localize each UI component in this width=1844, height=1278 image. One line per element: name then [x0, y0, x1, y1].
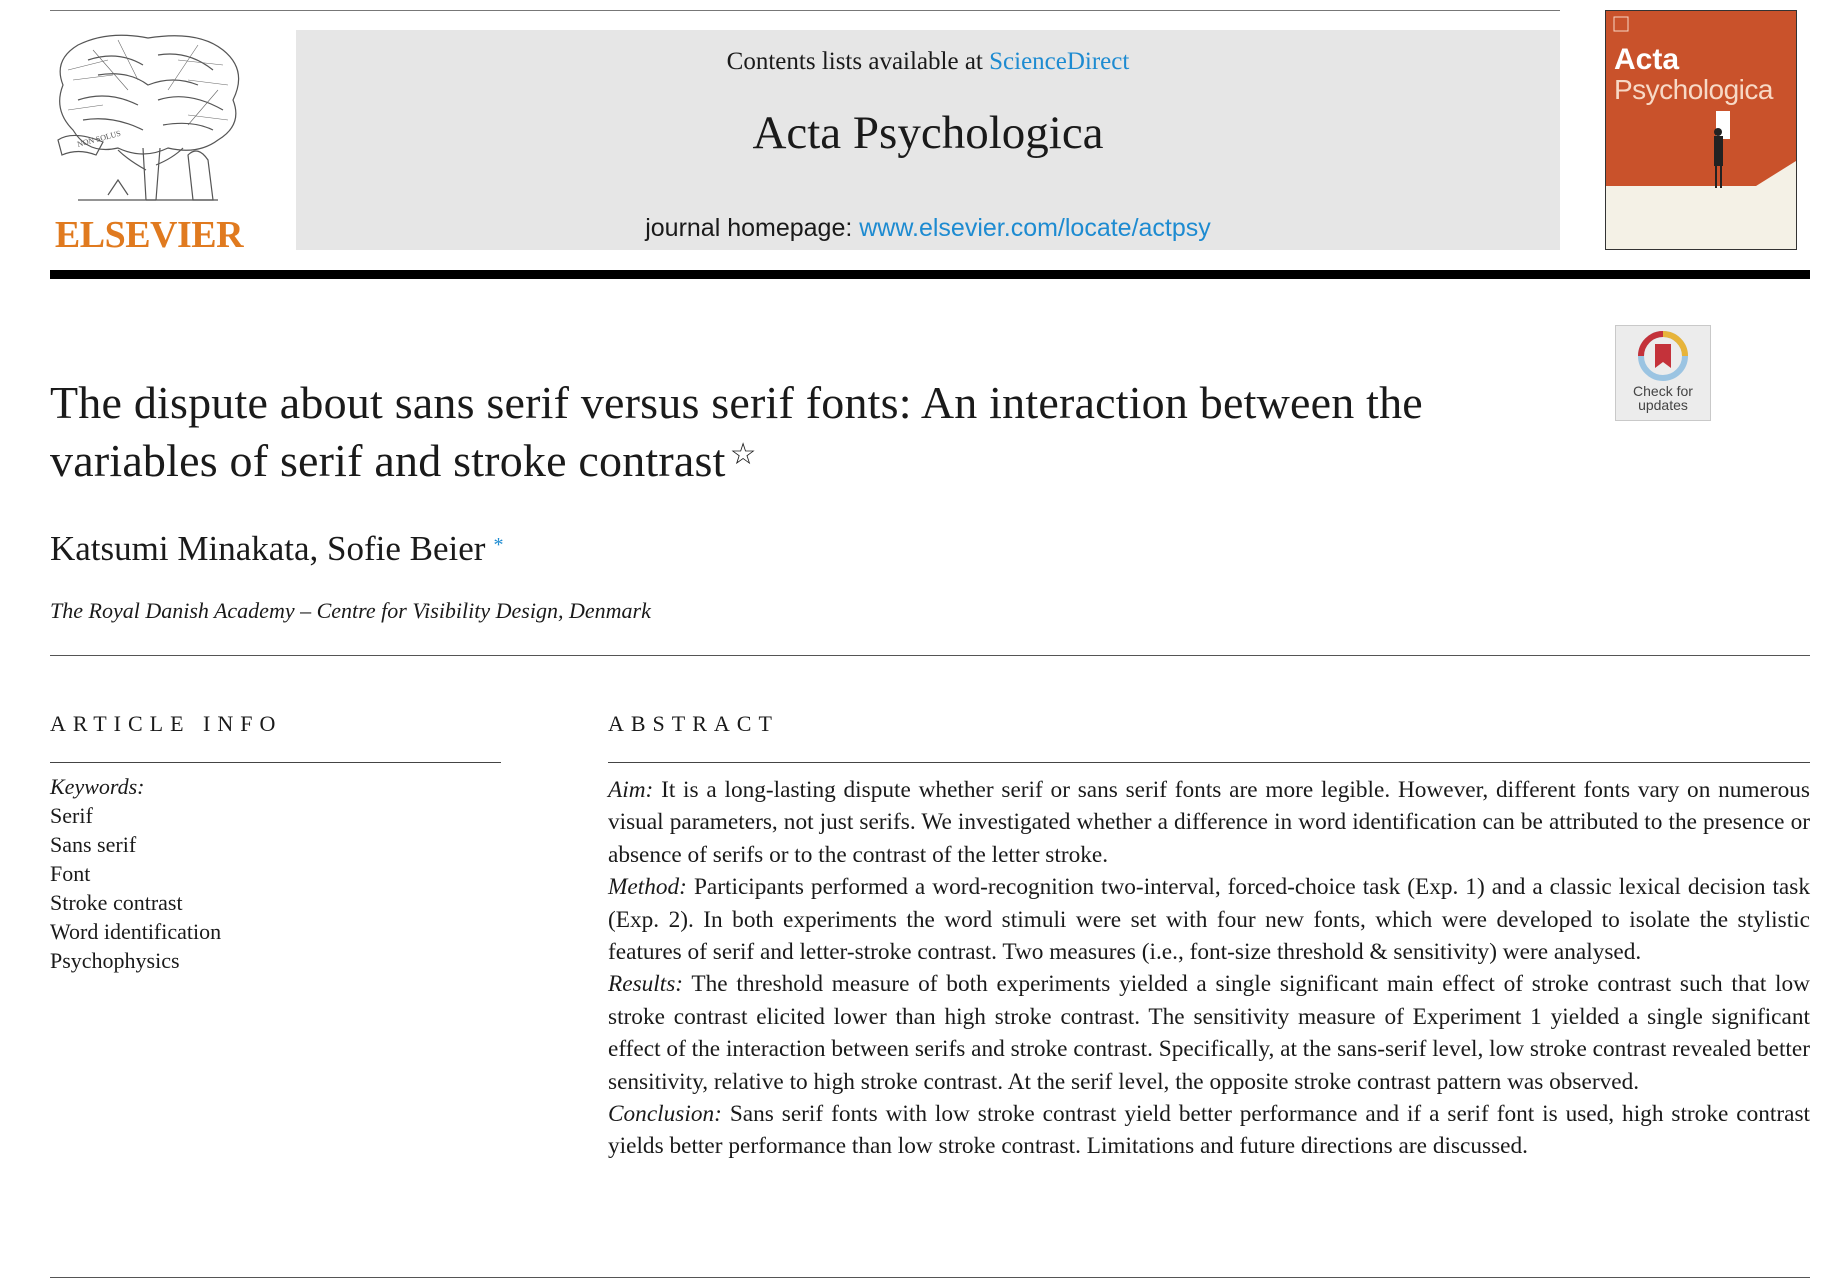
keyword: Sans serif — [50, 832, 137, 857]
homepage-line — [296, 213, 1560, 243]
abstract-heading: ABSTRACT — [608, 711, 779, 736]
header-divider — [50, 270, 1810, 279]
cover-image — [1606, 11, 1796, 249]
elsevier-logo[interactable] — [48, 30, 250, 255]
check-for-updates-badge[interactable] — [1615, 325, 1711, 421]
section-rule — [50, 655, 1810, 656]
conclusion-text: Sans serif fonts with low stroke contrast yield better performance and if a serif font is used, high stroke contrast yields better performance than low stroke contrast. Limitations and future directions are discussed. — [608, 1101, 1810, 1160]
conclusion-label: Conclusion: — [608, 1101, 722, 1128]
contents-prefix: Contents lists available at — [726, 48, 983, 75]
corresponding-author-mark[interactable]: * — [493, 534, 504, 556]
article-title — [50, 374, 1570, 490]
keywords-block — [50, 772, 221, 975]
abstract-aim — [608, 774, 1810, 871]
elsevier-wordmark: ELSEVIER — [54, 214, 244, 256]
journal-cover[interactable] — [1605, 10, 1797, 250]
author-names: Katsumi Minakata, Sofie Beier — [50, 529, 486, 568]
abstract-conclusion — [608, 1098, 1810, 1163]
affiliation: The Royal Danish Academy – Centre for Visibility Design, Denmark — [50, 598, 651, 623]
check-updates-label — [1616, 384, 1710, 412]
contents-line — [296, 46, 1560, 78]
keywords-label: Keywords: — [50, 774, 145, 799]
abstract-method — [608, 871, 1810, 968]
abstract-body — [608, 774, 1810, 1163]
sciencedirect-link[interactable]: ScienceDirect — [989, 48, 1130, 75]
check-updates-line1: Check for — [1633, 383, 1693, 399]
keyword: Stroke contrast — [50, 890, 183, 915]
journal-title: Acta Psychologica — [752, 107, 1104, 159]
results-label: Results: — [608, 971, 684, 998]
authors — [50, 528, 503, 570]
aim-label: Aim: — [608, 777, 654, 803]
keyword: Word identification — [50, 919, 222, 944]
homepage-prefix: journal homepage: — [645, 214, 853, 242]
abstract-results — [608, 968, 1810, 1098]
cover-title-line2: Psychologica — [1614, 74, 1773, 105]
svg-text:NON SOLUS: NON SOLUS — [76, 128, 122, 149]
article-title-text: The dispute about sans serif versus serif fonts: An interaction between the variables of serif and stroke contrast — [50, 377, 1423, 486]
abstract-rule — [608, 762, 1810, 763]
method-text: Participants performed a word-recognition two-interval, forced-choice task (Exp. 1) and a classic lexical decision task (Exp. 2). In both experiments the word stimuli were set with four new fonts, which were developed to isolate the stylistic features of serif and letter-stroke contrast. Two measures (i.e., font-size threshold & sensitivity) were analysed. — [608, 874, 1810, 966]
check-updates-line2: updates — [1638, 397, 1688, 413]
homepage-link[interactable]: www.elsevier.com/locate/actpsy — [859, 214, 1211, 242]
cover-title-line1: Acta — [1614, 43, 1680, 76]
journal-banner — [296, 30, 1560, 250]
article-info-rule — [50, 762, 501, 763]
tree-icon — [48, 30, 250, 210]
article-info-heading: ARTICLE INFO — [50, 711, 283, 736]
aim-text: It is a long-lasting dispute whether serif or sans serif fonts are more legible. However, different fonts vary on numerous visual parameters, not just serifs. We investigated whether a difference in word identification can be attributed to the presence or absence of serifs or to the contrast of the letter stroke. — [608, 777, 1810, 868]
keyword: Psychophysics — [50, 948, 180, 973]
top-rule — [50, 10, 1560, 11]
crossmark-icon — [1616, 326, 1710, 384]
title-footnote-star[interactable]: ☆ — [729, 438, 757, 471]
keyword: Serif — [50, 803, 93, 828]
results-text: The threshold measure of both experiments yielded a single significant main effect of stroke contrast such that low stroke contrast elicited lower than high stroke contrast. The sensitivity measure of Experiment 1 yielded a single significant effect of the interaction between serifs and stroke contrast. Specifically, at the sans-serif level, low stroke contrast revealed better sensitivity, relative to high stroke contrast. At the serif level, the opposite stroke contrast pattern was observed. — [608, 971, 1810, 1095]
method-label: Method: — [608, 874, 687, 901]
keyword: Font — [50, 861, 91, 886]
